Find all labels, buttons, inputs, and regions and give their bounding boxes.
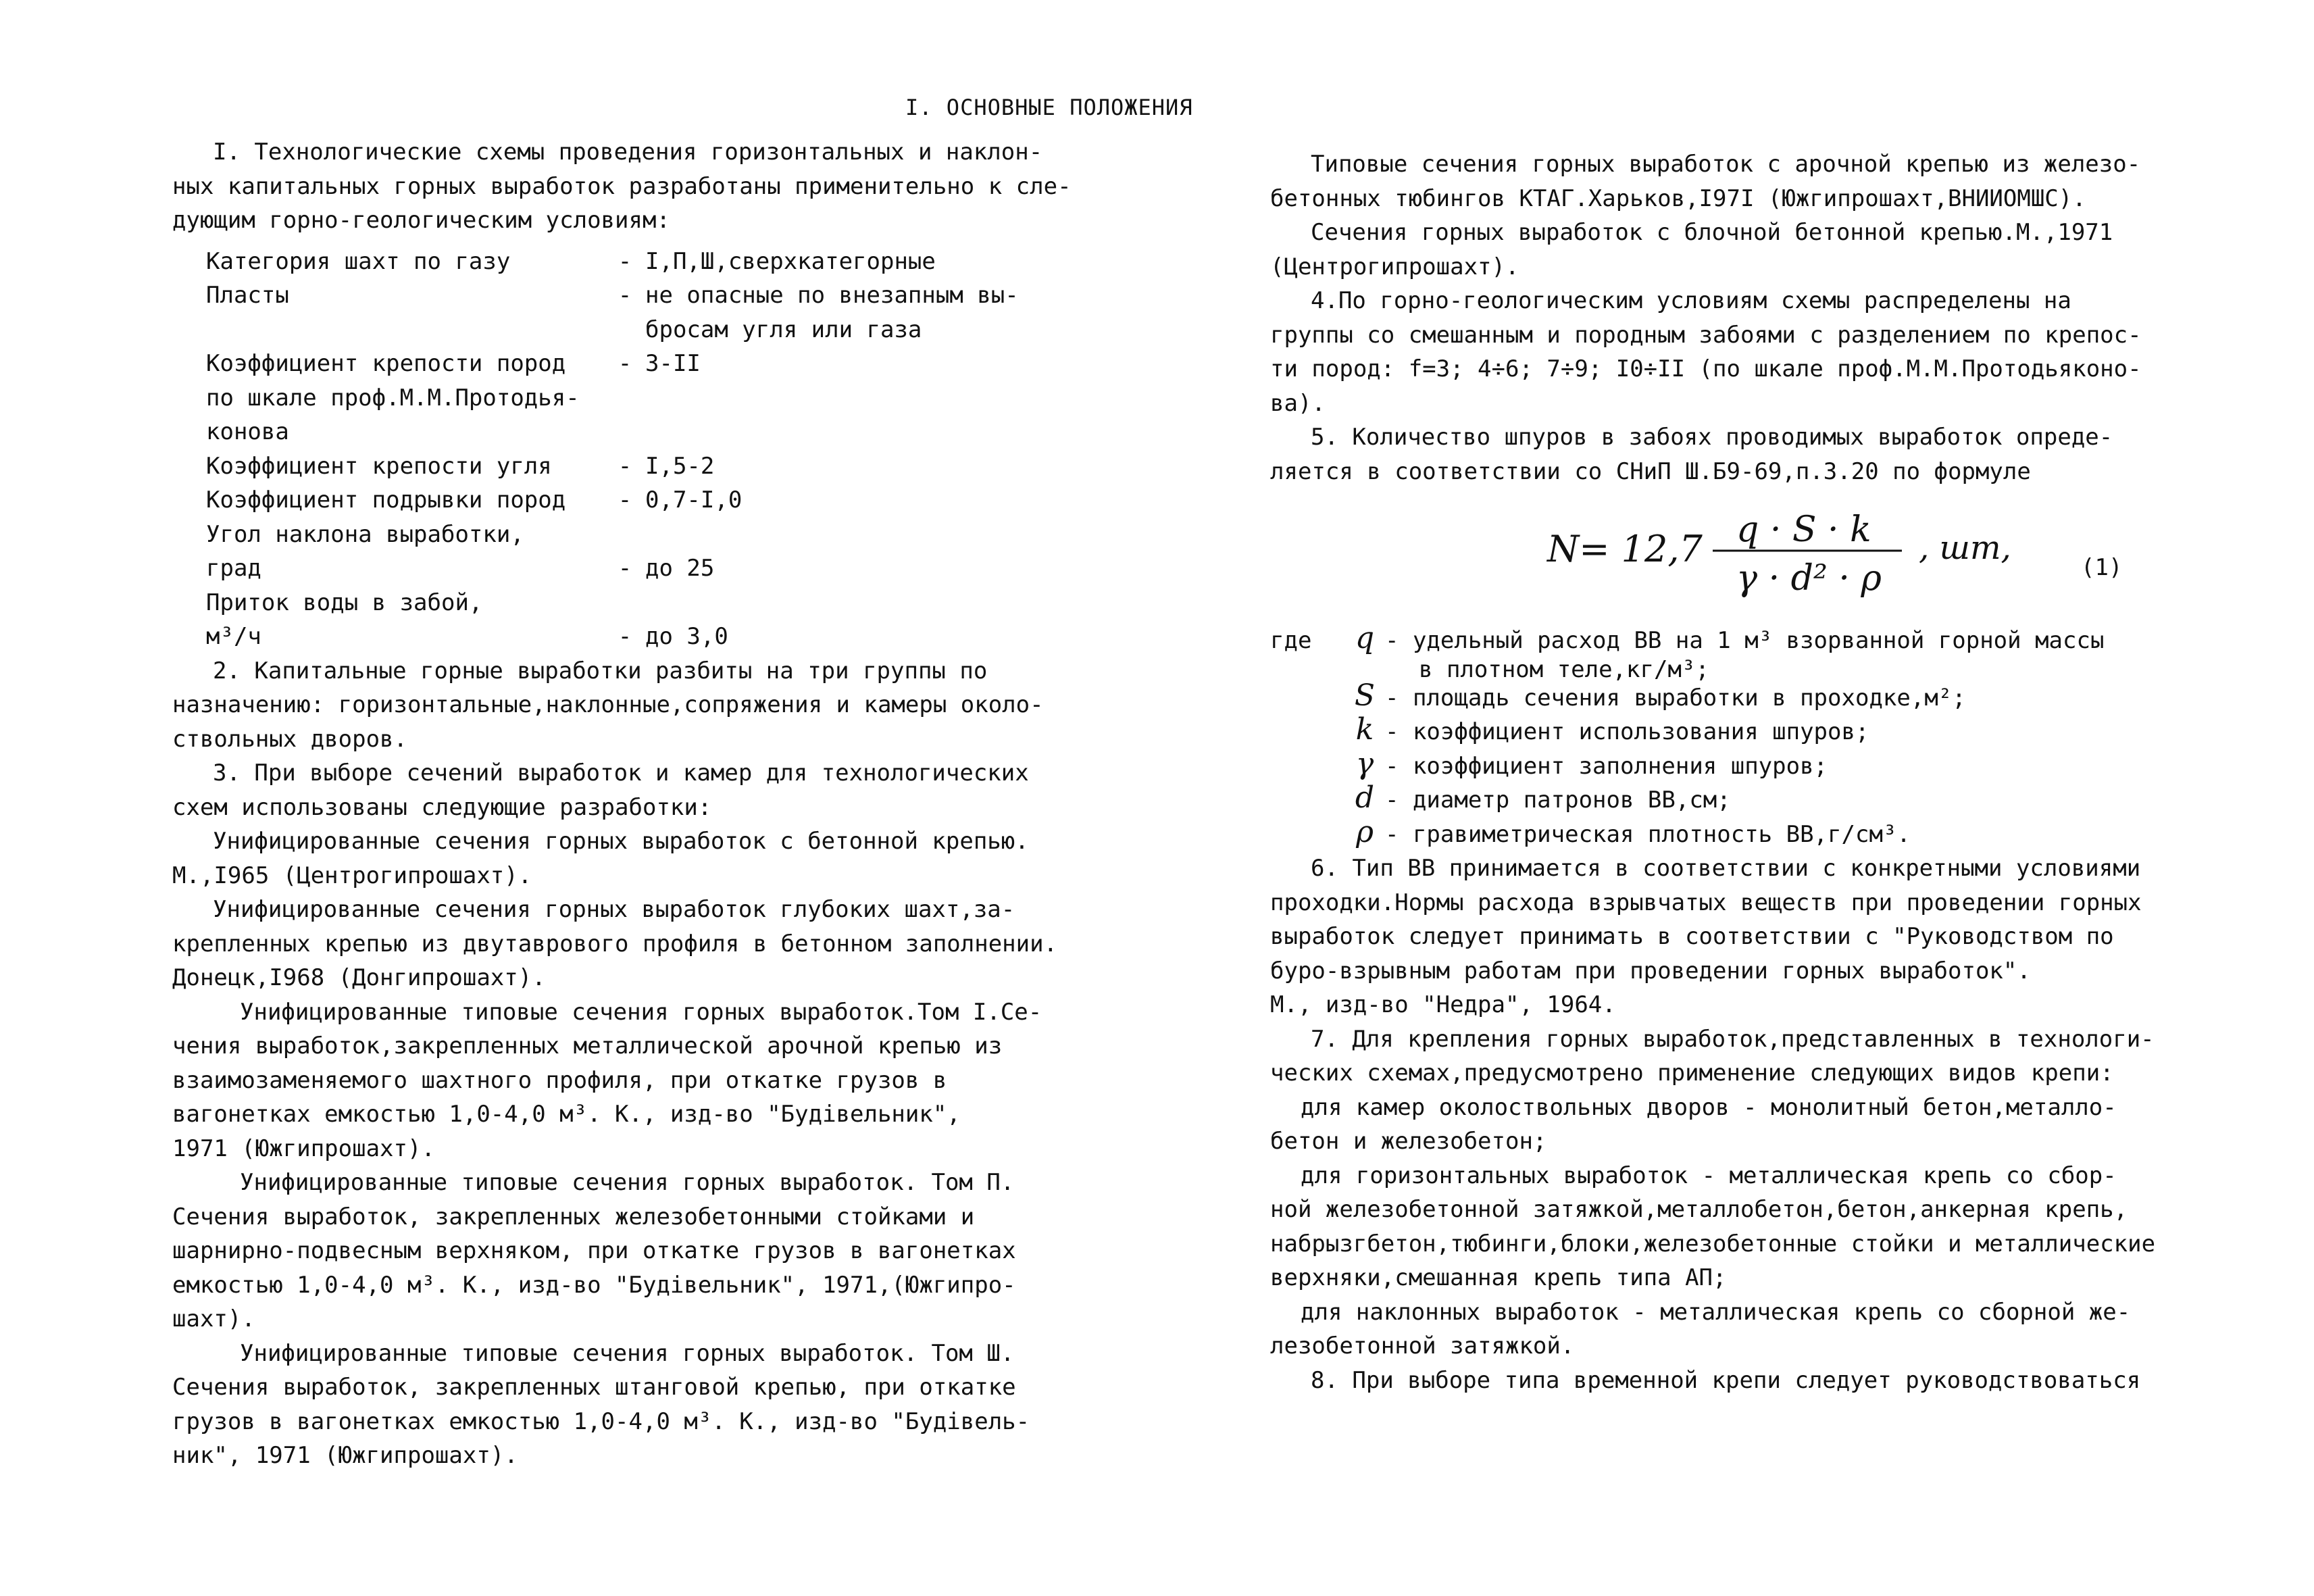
definition-text: - площадь сечения выработки в проходке,м²; (1385, 684, 1966, 712)
condition-name: Категория шахт по газу (206, 247, 511, 275)
paragraph-6 (1270, 851, 2189, 1022)
text-line: ва). (1270, 389, 1326, 417)
text-line: верхняки,смешанная крепь типа АП; (1270, 1264, 1727, 1291)
text-line: буро-взрывным работам при проведении горных выработок". (1270, 957, 2031, 984)
formula-lhs: N= 12,7 (1547, 528, 1703, 570)
text-line: М.,I965 (Центрогипрошахт). (172, 862, 532, 889)
paragraph-7c (1270, 1295, 2189, 1364)
condition-name: Пласты (206, 282, 289, 309)
text-line: для камер околоствольных дворов - монолитный бетон,металло- (1301, 1093, 2117, 1121)
text-line: ник", 1971 (Южгипрошахт). (172, 1442, 518, 1469)
text-line: Сечения горных выработок с блочной бетонной крепью.М.,1971 (1311, 219, 2113, 246)
condition-row (206, 278, 1078, 347)
condition-value: до 25 (645, 555, 715, 582)
definition-row (1270, 621, 2189, 683)
formula (1270, 489, 2189, 624)
text-line: бетон и железобетон; (1270, 1128, 1547, 1155)
condition-row (206, 347, 1078, 449)
paragraph-5 (1270, 420, 2189, 489)
text-line: Унифицированные сечения горных выработок глубоких шахт,за- (213, 896, 1015, 923)
text-line: группы со смешанным и породным забоями с разделением по крепос- (1270, 321, 2142, 349)
text-line: ной железобетонной затяжкой,металлобетон,бетон,анкерная крепь, (1270, 1196, 2128, 1223)
reference-4 (172, 1166, 1078, 1337)
definitions-list (1270, 621, 2189, 851)
right-column (1270, 147, 2189, 1397)
definition-text: - удельный расход ВВ на 1 м³ взорванной горной массы в плотном теле,кг/м³; (1385, 627, 2105, 683)
text-line: 1971 (Южгипрошахт). (172, 1134, 435, 1162)
conditions-list (206, 245, 1078, 654)
text-line: Унифицированные типовые сечения горных выработок. Том П. (240, 1169, 1015, 1196)
reference-2 (172, 893, 1078, 995)
text-line: 6. Тип ВВ принимается в соответствии с конкретными условиями (1311, 855, 2141, 882)
condition-value: не опасные по внезапным вы- бросам угля или газа (645, 282, 1019, 343)
text-line: 4.По горно-геологическим условиям схемы распределены на (1311, 287, 2071, 314)
text-line: шахт). (172, 1305, 255, 1332)
definition-row (1270, 814, 2189, 852)
text-line: вагонетках емкостью 1,0-4,0 м³. К., изд-во "Будівельник", (172, 1101, 961, 1128)
equation-number: (1) (2081, 554, 2123, 581)
condition-row (206, 518, 1078, 586)
text-line: 8. При выборе типа временной крепи следует руководствоваться (1311, 1366, 2141, 1394)
text-line: емкостью 1,0-4,0 м³. К., изд-во "Будівельник", 1971,(Южгипро- (172, 1271, 1016, 1299)
condition-value: 0,7-I,0 (645, 487, 743, 514)
text-line: Унифицированные типовые сечения горных выработок. Том Ш. (240, 1339, 1015, 1367)
condition-name: Коэффициент подрывки пород (206, 487, 566, 514)
text-line: Унифицированные типовые сечения горных выработок.Том I.Се- (240, 998, 1042, 1026)
paragraph-2 (172, 654, 1078, 757)
text-line: Унифицированные сечения горных выработок с бетонной крепью. (213, 828, 1029, 855)
condition-row (206, 483, 1078, 518)
definition-symbol: γ (1355, 746, 1374, 781)
text-line: (Центрогипрошахт). (1270, 253, 1519, 280)
definition-text: - коэффициент заполнения шпуров; (1385, 752, 1828, 780)
definition-symbol: ρ (1356, 814, 1374, 849)
definition-symbol: S (1354, 678, 1376, 713)
left-column (172, 135, 1078, 1473)
definition-row (1270, 746, 2189, 784)
definition-text: - коэффициент использования шпуров; (1385, 718, 1869, 745)
condition-value: I,П,Ш,сверхкатегорные (645, 247, 936, 275)
condition-name: Коэффициент крепости пород по шкале проф.М.М.Протодья- конова (206, 350, 580, 445)
condition-row (206, 586, 1078, 654)
definition-text: - гравиметрическая плотность ВВ,г/см³. (1385, 820, 1911, 848)
paragraph-8 (1270, 1364, 2189, 1398)
definition-symbol: q (1355, 621, 1375, 655)
definition-text: - диаметр патронов ВВ,см; (1385, 787, 1731, 814)
section-heading: I. ОСНОВНЫЕ ПОЛОЖЕНИЯ (905, 95, 1193, 120)
text-line: ных капитальных горных выработок разработаны применительно к сле- (172, 172, 1072, 200)
formula-graphic (1270, 489, 2189, 624)
condition-row (206, 245, 1078, 279)
text-line: Сечения выработок, закрепленных штанговой крепью, при откатке (172, 1374, 1016, 1401)
definition-symbol: k (1355, 712, 1374, 747)
reference-5 (172, 1337, 1078, 1473)
text-line: чения выработок,закрепленных металлической арочной крепью из (172, 1032, 1003, 1059)
definition-symbol: d (1355, 780, 1375, 815)
reference-1 (172, 824, 1078, 893)
paragraph-4 (1270, 284, 2189, 420)
text-line: схем использованы следующие разработки: (172, 793, 712, 821)
condition-dash: - (618, 623, 632, 650)
paragraph-1 (172, 135, 1078, 238)
condition-name: Угол наклона выработки, град (206, 520, 524, 582)
condition-dash: - (618, 282, 632, 309)
definition-row (1270, 678, 2189, 716)
reference-6 (1270, 147, 2189, 216)
text-line: грузов в вагонетках емкостью 1,0-4,0 м³. К., изд-во "Будівель- (172, 1407, 1030, 1435)
text-line: 7. Для крепления горных выработок,представленных в технологи- (1311, 1025, 2155, 1053)
paragraph-7b (1270, 1159, 2189, 1295)
text-line: для горизонтальных выработок - металлическая крепь со сбор- (1301, 1162, 2117, 1189)
text-line: Донецк,I968 (Донгипрошахт). (172, 964, 546, 991)
text-line: крепленных крепью из двутаврового профиля в бетонном заполнении. (172, 930, 1058, 957)
text-line: I. Технологические схемы проведения горизонтальных и наклон- (213, 139, 1043, 166)
text-line: набрызгбетон,тюбинги,блоки,железобетонные стойки и металлические (1270, 1230, 2156, 1257)
reference-3 (172, 995, 1078, 1166)
text-line: 2. Капитальные горные выработки разбиты на три группы по (213, 657, 988, 684)
text-line: взаимозаменяемого шахтного профиля, при откатке грузов в (172, 1066, 947, 1094)
definition-row (1270, 780, 2189, 818)
formula-denominator: γ · d² · ρ (1736, 558, 1882, 599)
condition-value: I,5-2 (645, 452, 715, 480)
paragraph-3 (172, 756, 1078, 824)
text-line: ческих схемах,предусмотрено применение следующих видов крепи: (1270, 1059, 2114, 1087)
text-line: бетонных тюбингов КТАГ.Харьков,I97I (Южгипрошахт,ВНИИОМШС). (1270, 184, 2086, 212)
text-line: назначению: горизонтальные,наклонные,сопряжения и камеры около- (172, 691, 1044, 718)
condition-dash: - (618, 487, 632, 514)
condition-name: Коэффициент крепости угля (206, 452, 552, 480)
text-line: ти пород: f=3; 4÷6; 7÷9; I0÷II (по шкале проф.М.М.Протодьяконо- (1270, 355, 2142, 382)
text-line: Типовые сечения горных выработок с арочной крепью из железо- (1311, 151, 2141, 178)
text-line: 5. Количество шпуров в забоях проводимых выработок опреде- (1311, 424, 2113, 451)
condition-value: до 3,0 (645, 623, 728, 650)
text-line: М., изд-во "Недра", 1964. (1270, 991, 1616, 1018)
text-line: дующим горно-геологическим условиям: (172, 207, 670, 234)
text-line: Сечения выработок, закрепленных железобетонными стойками и (172, 1203, 975, 1230)
text-line: выработок следует принимать в соответствии с "Руководством по (1270, 923, 2114, 950)
condition-dash: - (618, 555, 632, 582)
condition-name: Приток воды в забой, м³/ч (206, 589, 483, 650)
definition-row (1270, 712, 2189, 749)
condition-row (206, 449, 1078, 484)
text-line: ляется в соответствии со СНиП Ш.Б9-69,п.3.20 по формуле (1270, 457, 2031, 485)
text-line: 3. При выборе сечений выработок и камер для технологических (213, 759, 1029, 787)
reference-7 (1270, 216, 2189, 284)
condition-dash: - (618, 452, 632, 480)
text-line: проходки.Нормы расхода взрывчатых веществ при проведении горных (1270, 889, 2142, 916)
paragraph-7a (1270, 1091, 2189, 1159)
text-line: для наклонных выработок - металлическая крепь со сборной же- (1301, 1298, 2131, 1326)
text-line: лезобетонной затяжкой. (1270, 1332, 1575, 1360)
condition-dash: - (618, 247, 632, 275)
text-line: ствольных дворов. (172, 725, 407, 753)
text-line: шарнирно-подвесным верхняком, при откатке грузов в вагонетках (172, 1237, 1016, 1264)
definitions-where: где (1270, 627, 1312, 654)
paragraph-7 (1270, 1022, 2189, 1091)
condition-dash: - (618, 350, 632, 377)
formula-unit: , шт, (1919, 529, 2011, 567)
condition-value: 3-II (645, 350, 701, 377)
formula-numerator: q · S · k (1736, 509, 1871, 550)
